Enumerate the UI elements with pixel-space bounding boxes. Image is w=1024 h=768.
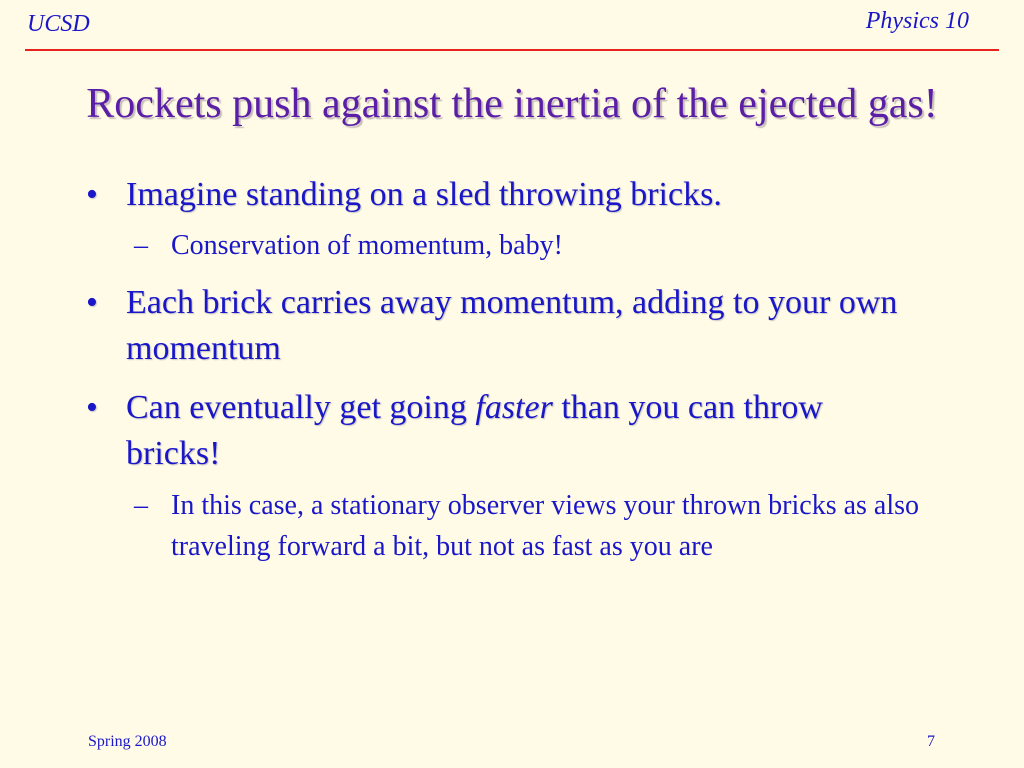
slide-number: 7 [927,733,935,750]
sub-bullet-marker: – [134,490,148,521]
header-left-label: UCSD [27,11,90,37]
footer-date: Spring 2008 [88,733,167,750]
bullet-marker: • [86,284,98,321]
bullet-text [126,385,906,477]
bullet-text-emphasis: faster [475,389,553,426]
bullet-text-after: than you can throw bricks! [126,389,823,472]
header-right-label: Physics 10 [865,8,969,34]
slide-title: Rockets push against the inertia of the ejected gas! [86,81,938,127]
bullet-text: Imagine standing on a sled throwing bricks. [126,176,722,213]
bullet-marker: • [86,389,98,426]
sub-bullet-text: In this case, a stationary observer views your thrown bricks as also traveling forward a bit, but not as fast as you are [171,490,920,562]
bullet-marker: • [86,176,98,213]
bullet-text: Each brick carries away momentum, adding to your own momentum [126,284,898,367]
bullet-text-before: Can eventually get going [126,389,476,426]
sub-bullet-marker: – [134,230,148,261]
sub-bullet-text: Conservation of momentum, baby! [171,230,563,261]
